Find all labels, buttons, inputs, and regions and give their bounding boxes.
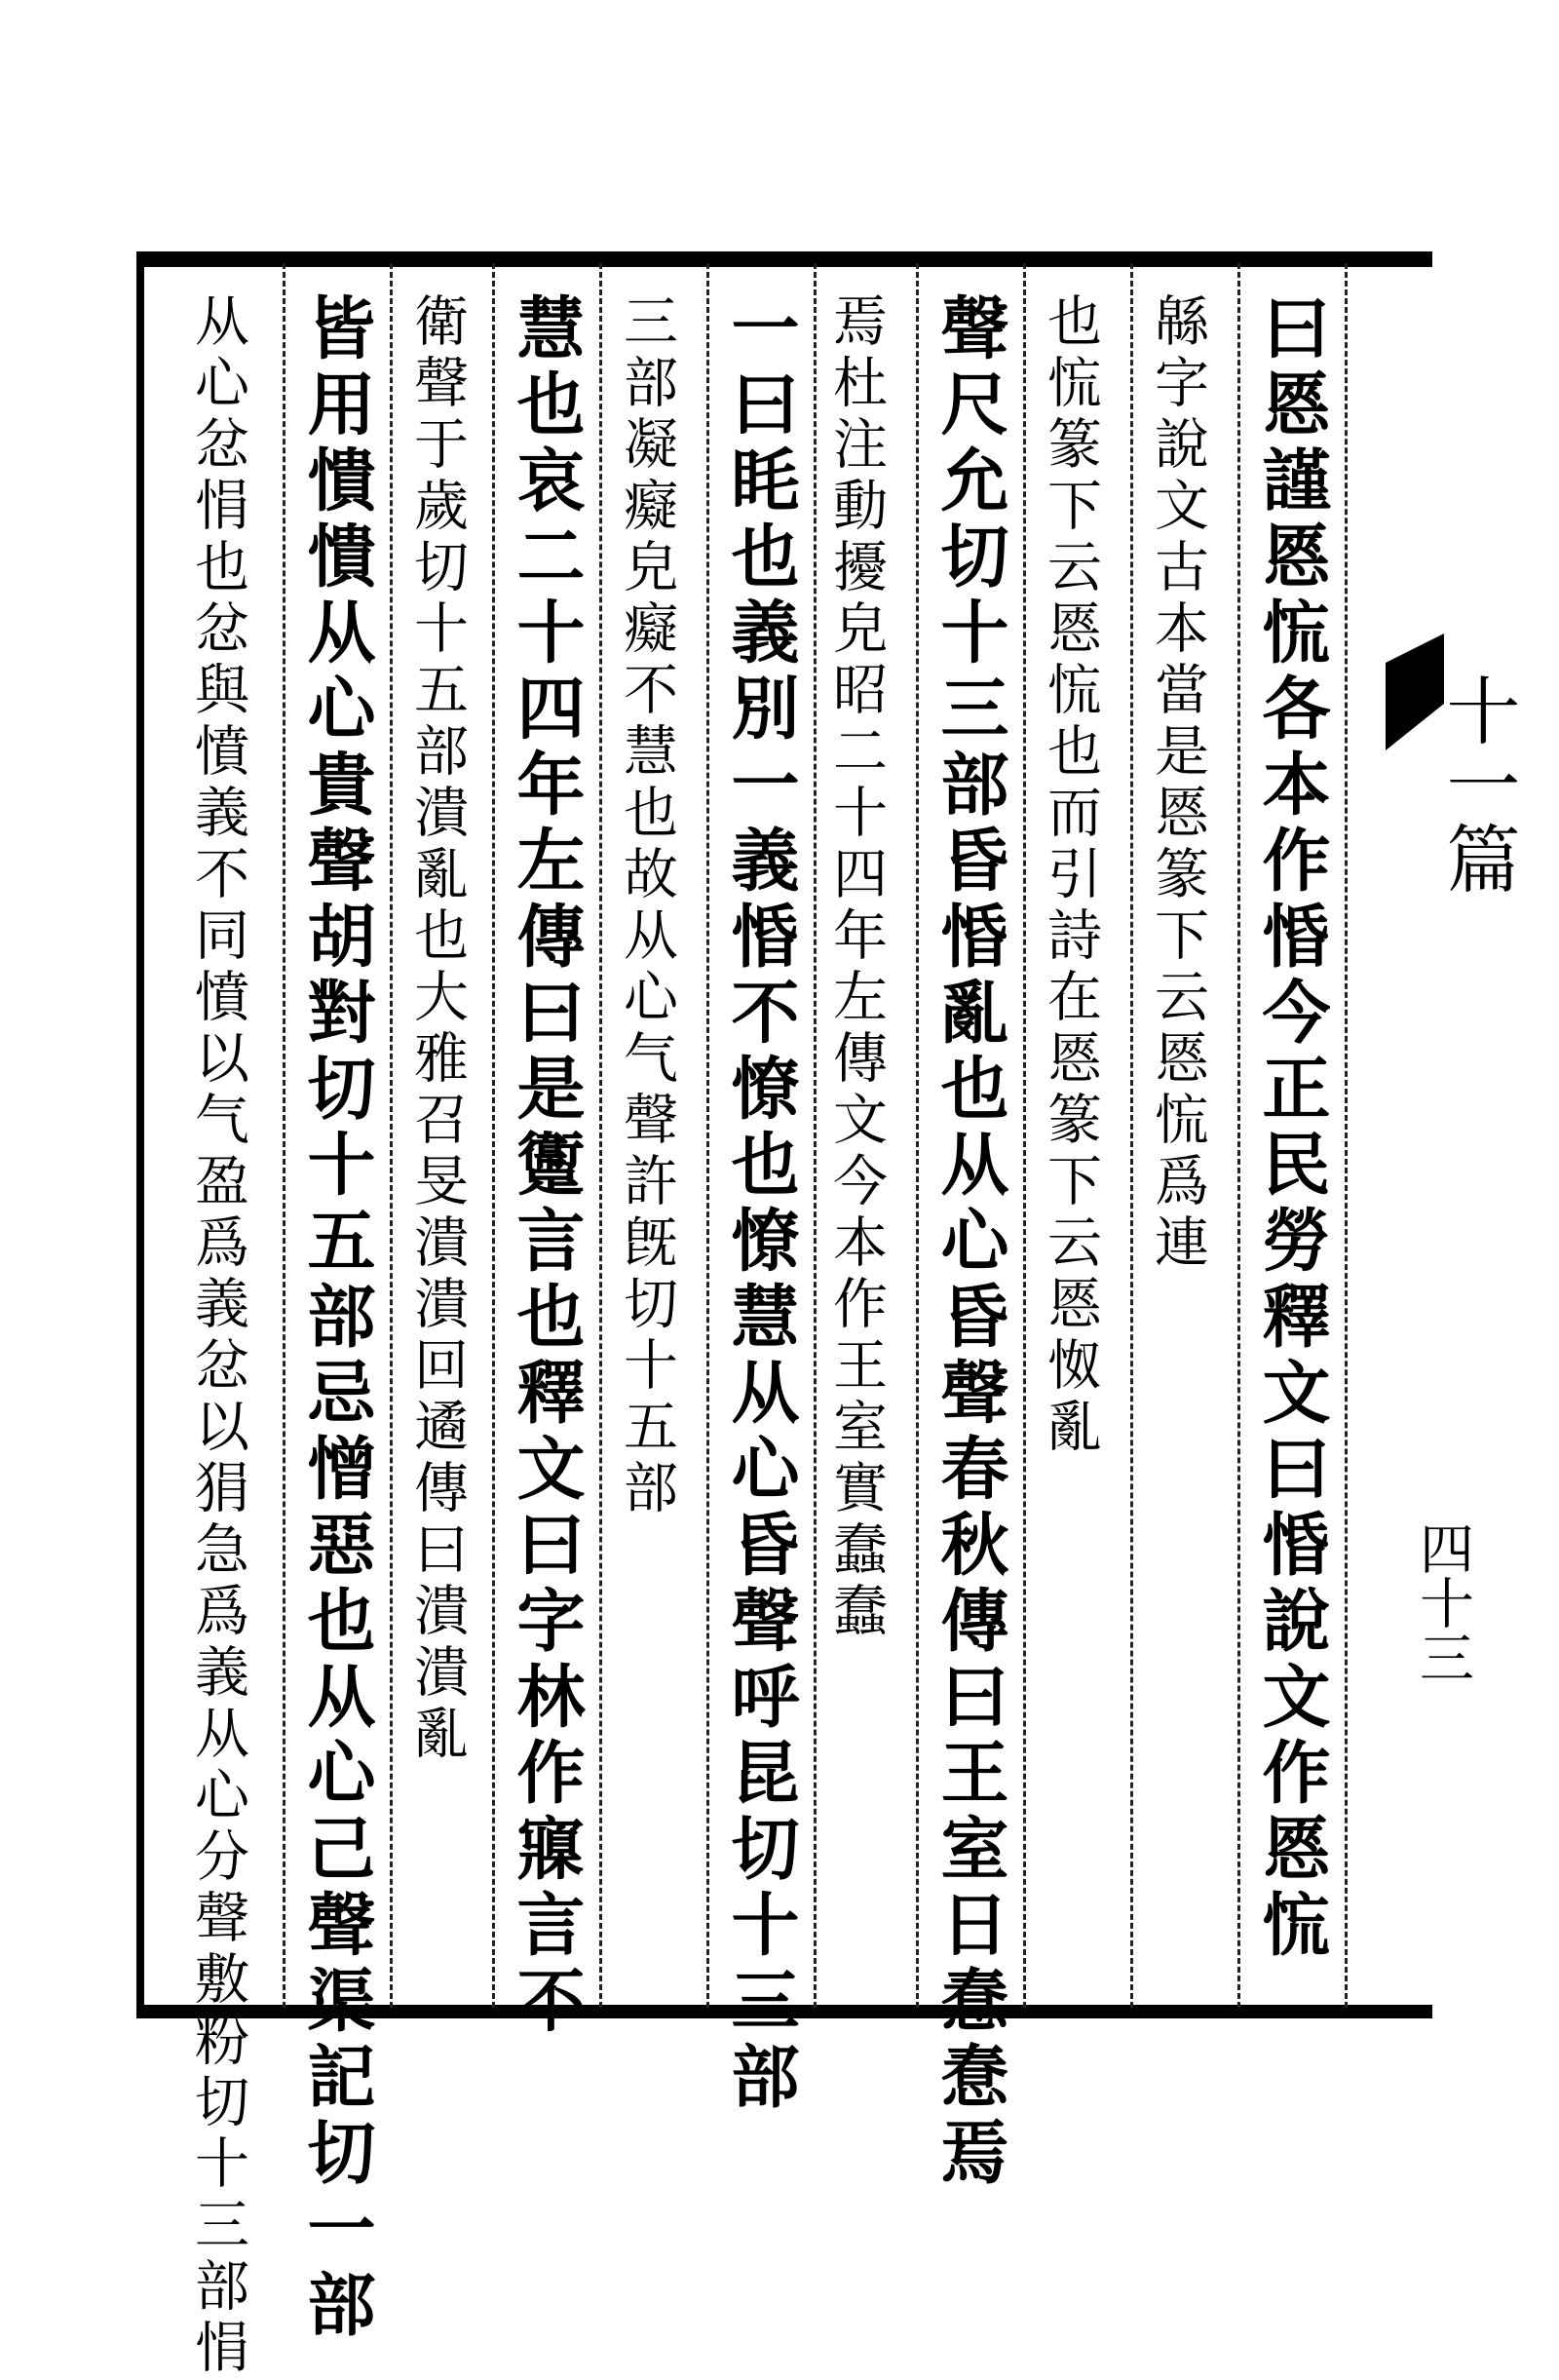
text-column-4: 聲尺允切十三部昏惛亂也从心昏聲春秋傳曰王室日惷惷焉 (930, 292, 1010, 2193)
column-rule (1023, 263, 1026, 2008)
page-number: 四十三 (1411, 1520, 1474, 1684)
column-rule (916, 263, 919, 2008)
text-column-9: 衛聲于歲切十五部潰亂也大雅召旻潰潰回遹傳曰潰潰亂 (405, 292, 469, 1766)
column-rule (814, 263, 817, 2008)
text-column-7: 三部凝癡皃癡不慧也故从心气聲許旣切十五部 (615, 292, 678, 1520)
column-rule (599, 263, 602, 2008)
column-rule (1345, 263, 1348, 2008)
column-rule (283, 263, 285, 2008)
column-rule (390, 263, 393, 2008)
text-column-3: 也㤺篆下云㥦㤺也而引詩在㥦篆下云㥦怓亂 (1039, 292, 1102, 1459)
text-column-10: 皆用憒憒从心貴聲胡對切十五部忌憎惡也从心己聲渠記切一部 (296, 292, 377, 2345)
text-column-11: 从心忿悁也忿與憤義不同憤以气盈爲義忿以狷急爲義从心分聲敷粉切十三部悁 (186, 292, 249, 2380)
column-rule (492, 263, 495, 2008)
column-rule (1130, 263, 1133, 2008)
column-rule (706, 263, 709, 2008)
text-column-6: 一曰眊也義別一義惛不憭也憭慧从心昏聲呼昆切十三部 (720, 292, 801, 2117)
text-column-8: 慧也哀二十四年左傳曰是躛言也釋文曰字林作寱言不 (506, 292, 587, 2041)
text-column-5: 焉杜注動擾皃昭二十四年左傳文今本作王室實蠢蠢 (824, 292, 888, 1643)
text-column-1: 曰㥦謹㥦㤺各本作惛今正民勞釋文曰惛說文作㥦㤺 (1251, 292, 1332, 1965)
volume-label: 十一篇 (1434, 672, 1521, 895)
text-column-2: 緜字說文古本當是㥦篆下云㥦㤺爲連 (1146, 292, 1209, 1275)
column-rule (1237, 263, 1240, 2008)
